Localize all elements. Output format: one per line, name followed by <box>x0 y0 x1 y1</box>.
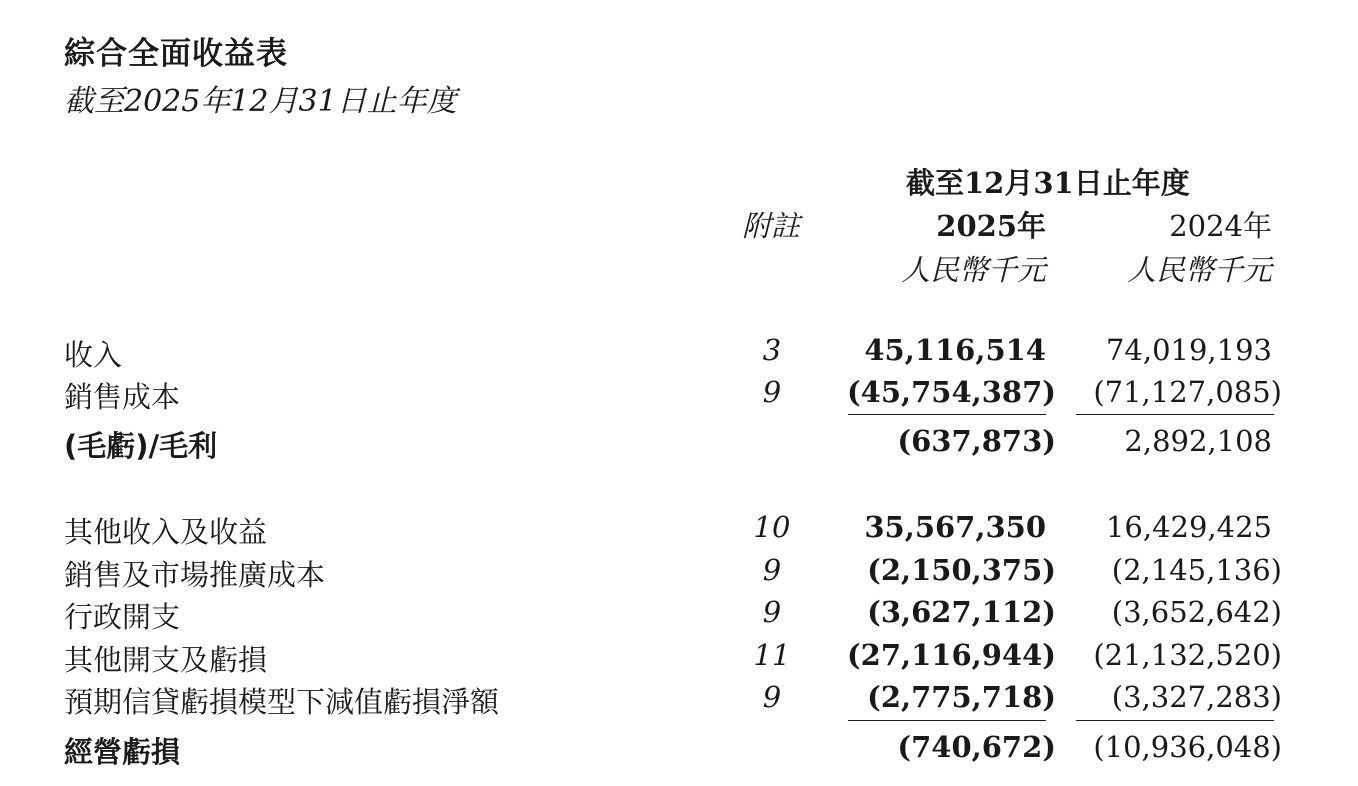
period-header: 截至12月31日止年度 <box>906 166 1190 200</box>
row-note: 9 <box>762 595 782 629</box>
row-label: 預期信貸虧損模型下減值虧損淨額 <box>64 685 500 719</box>
row-note: 9 <box>762 680 782 714</box>
row-value-2025: (3,627,112) <box>867 595 1056 629</box>
row-value-2024: (10,936,048) <box>1093 730 1282 764</box>
row-label: 行政開支 <box>64 600 181 634</box>
row-value-2025: (27,116,944) <box>846 638 1056 672</box>
row-value-2025: 45,116,514 <box>864 333 1046 367</box>
table-row-admin-expenses <box>0 595 1358 637</box>
row-label: 銷售成本 <box>64 380 181 414</box>
statement-title: 綜合全面收益表 <box>64 36 288 72</box>
row-note: 11 <box>753 638 791 672</box>
subtotal-rule-2025 <box>848 414 1046 415</box>
row-value-2024: (2,145,136) <box>1111 553 1282 587</box>
row-label: 銷售及市場推廣成本 <box>64 558 326 592</box>
row-label: 其他收入及收益 <box>64 515 268 549</box>
unit-2025-header: 人民幣千元 <box>900 253 1046 287</box>
note-column-header: 附註 <box>742 209 801 243</box>
year-2024-header: 2024年 <box>1169 209 1272 243</box>
table-row-operating-loss <box>0 730 1358 772</box>
row-note: 3 <box>762 333 782 367</box>
table-row-other-expenses <box>0 638 1358 680</box>
statement-subtitle: 截至2025年12月31日止年度 <box>64 84 457 119</box>
subtotal-rule-2025 <box>848 720 1046 721</box>
row-value-2025: (740,672) <box>897 730 1056 764</box>
row-value-2024: 74,019,193 <box>1105 333 1272 367</box>
subtotal-rule-2024 <box>1076 720 1274 721</box>
row-note: 9 <box>762 553 782 587</box>
row-value-2024: 16,429,425 <box>1105 510 1272 544</box>
row-value-2024: (21,132,520) <box>1093 638 1282 672</box>
table-row-revenue <box>0 333 1358 375</box>
row-value-2025: (2,150,375) <box>867 553 1056 587</box>
row-value-2025: (2,775,718) <box>867 680 1056 714</box>
row-value-2025: (637,873) <box>897 424 1056 458</box>
row-value-2024: 2,892,108 <box>1124 424 1272 458</box>
row-note: 10 <box>753 510 791 544</box>
table-row-gross-profit <box>0 424 1358 466</box>
subtotal-rule-2024 <box>1076 414 1274 415</box>
row-label: 收入 <box>64 338 123 372</box>
year-2025-header: 2025年 <box>936 209 1046 243</box>
unit-2024-header: 人民幣千元 <box>1126 253 1272 287</box>
row-value-2024: (3,652,642) <box>1111 595 1282 629</box>
row-value-2024: (3,327,283) <box>1111 680 1282 714</box>
table-row-cost-of-sales <box>0 375 1358 417</box>
row-label: 經營虧損 <box>64 735 181 769</box>
table-row-selling-marketing <box>0 553 1358 595</box>
row-note: 9 <box>762 375 782 409</box>
row-value-2025: (45,754,387) <box>846 375 1056 409</box>
row-label: (毛虧)/毛利 <box>64 429 218 463</box>
table-row-ecl-impairment <box>0 680 1358 722</box>
row-label: 其他開支及虧損 <box>64 643 268 677</box>
row-value-2024: (71,127,085) <box>1093 375 1282 409</box>
row-value-2025: 35,567,350 <box>864 510 1046 544</box>
table-row-other-income <box>0 510 1358 552</box>
